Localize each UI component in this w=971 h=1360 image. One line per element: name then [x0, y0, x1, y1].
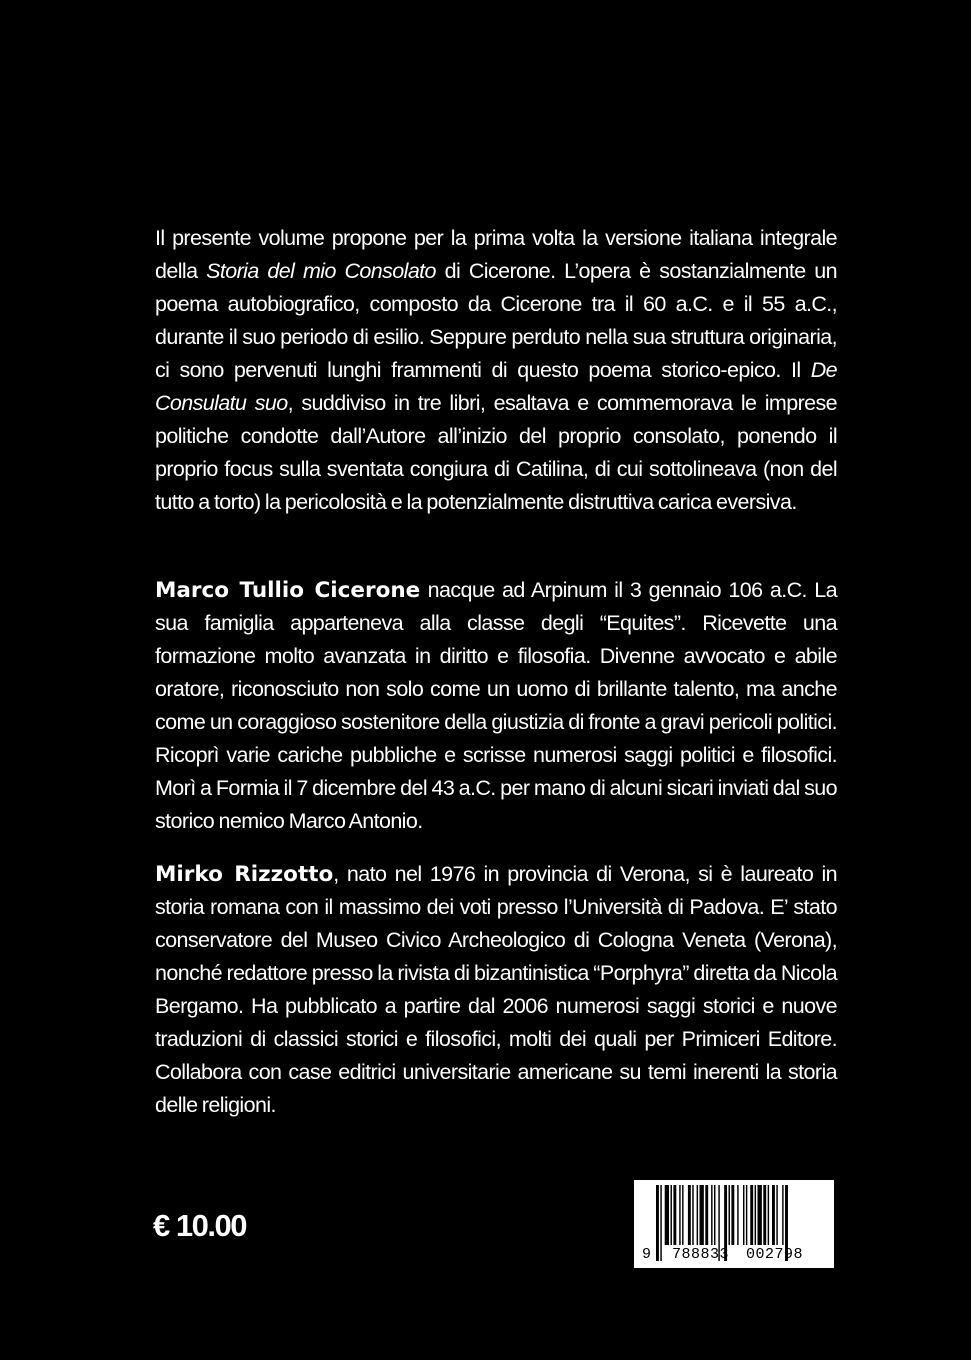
barcode-bar — [763, 1185, 766, 1245]
barcode-bar — [656, 1185, 659, 1261]
translator-biography — [155, 858, 837, 1122]
barcode-digit-group-2: 002798 — [746, 1246, 804, 1263]
barcode-bar — [671, 1185, 672, 1245]
barcode-bar — [782, 1185, 783, 1245]
translator-bio-text: , nato nel 1976 in provincia di Verona, si è laureato in storia romana con il massimo dei voti presso l’Università di Padova. E’ stato conservatore del Museo Civico Archeologico di Cologna Veneta (Verona), nonché redattore presso la rivista di bizantinistica “Porphyra” diretta da Nicola Bergamo. Ha pubblicato a partire dal 2006 numerosi saggi storici e nuove traduzioni di classici storici e filosofici, molti dei quali per Primiceri Editore. Collabora con case editrici universitarie americane su temi inerenti la storia delle religioni. — [155, 862, 837, 1117]
barcode-bar — [737, 1185, 738, 1245]
price-label: € 10.00 — [153, 1208, 246, 1243]
barcode-bar — [692, 1185, 693, 1245]
author-name: Marco Tullio Cicerone — [155, 578, 421, 603]
barcode-bar — [660, 1185, 661, 1261]
author-bio-text: nacque ad Arpinum il 3 gennaio 106 a.C. La sua famiglia apparteneva alla classe degli “Equites”. Ricevette una formazione molto avanzata in diritto e filosofia. Divenne avvocato e abile oratore, riconosciuto non solo come un uomo di brillante talento, ma anche come un coraggioso sostenitore della giustizia di fronte a gravi pericoli politici. Ricoprì varie cariche pubbliche e scrisse numerosi saggi politici e filosofici. Morì a Formia il 7 dicembre del 43 a.C. per mano di alcuni sicari inviati dal suo storico nemico Marco Antonio. — [155, 578, 837, 833]
barcode-first-digit: 9 — [642, 1246, 652, 1263]
translator-name: Mirko Rizzotto — [155, 862, 334, 887]
description-text-1: Il presente volume propone per la prima volta la versione italiana integrale della — [155, 226, 837, 283]
barcode-bar — [700, 1185, 704, 1245]
barcode-bar — [665, 1185, 669, 1245]
barcode-bar — [697, 1185, 698, 1245]
barcode-bars — [634, 1180, 834, 1268]
title-de-consulatu-suo: De Consulatu suo — [155, 358, 837, 415]
description-text-2: di Cicerone. L’opera è sostanzialmente un poema autobiografico, composto da Cicerone tra il 60 a.C. e il 55 a.C., durante il suo periodo di esilio. Seppure perduto nella sua struttura originaria, ci sono pervenuti lunghi frammenti di questo poema storico-epico. Il — [155, 259, 837, 382]
barcode-bar — [682, 1185, 683, 1245]
barcode-digit-group-1: 788833 — [672, 1246, 730, 1263]
barcode-bar — [711, 1185, 712, 1245]
barcode-bar — [688, 1185, 691, 1245]
barcode-bar — [758, 1185, 762, 1245]
barcode-bar — [673, 1185, 676, 1245]
barcode-bar — [750, 1185, 753, 1245]
barcode-bar — [755, 1185, 756, 1245]
isbn-barcode — [634, 1180, 834, 1268]
barcode-bar — [705, 1185, 708, 1245]
book-description — [155, 222, 837, 519]
barcode-bar — [776, 1185, 777, 1245]
title-storia-del-mio-consolato: Storia del mio Consolato — [206, 259, 436, 283]
barcode-bar — [743, 1185, 744, 1245]
barcode-bar — [772, 1185, 775, 1245]
barcode-bar — [768, 1185, 769, 1245]
description-text-3: , suddiviso in tre libri, esaltava e commemorava le imprese politiche condotte dall’Autore all’inizio del proprio consolato, ponendo il proprio focus sulla sventata congiura di Catilina, di cui sottolineava (non del tutto a torto) la pericolosità e la potenzialmente distruttiva carica eversiva. — [155, 391, 837, 514]
barcode-bar — [679, 1185, 680, 1245]
barcode-bar — [731, 1185, 734, 1245]
barcode-bar — [746, 1185, 747, 1245]
barcode-bar — [729, 1185, 730, 1245]
author-biography — [155, 574, 837, 838]
barcode-bar — [714, 1185, 715, 1245]
